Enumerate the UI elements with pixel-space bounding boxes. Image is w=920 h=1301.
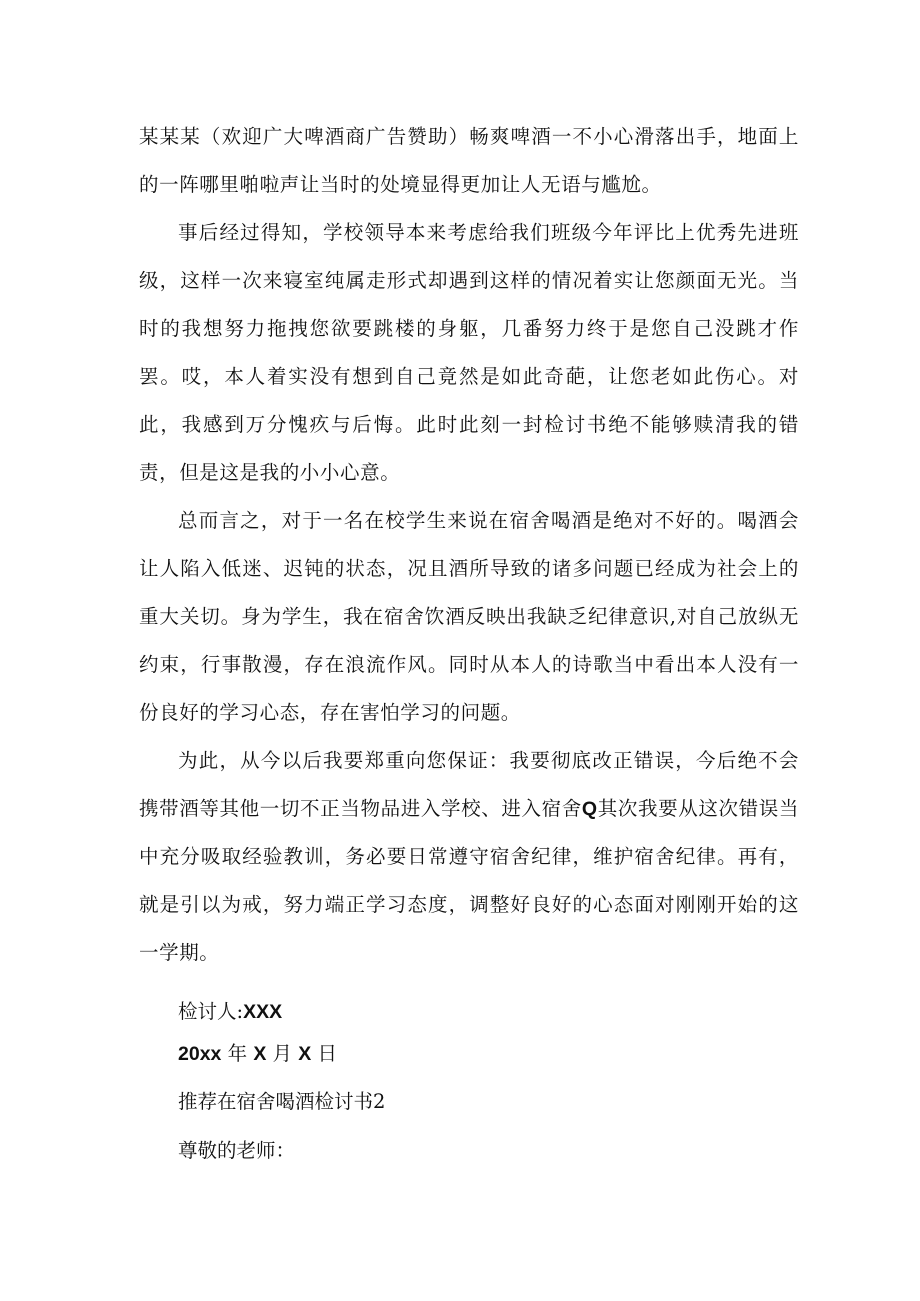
date-month: X <box>253 1043 267 1065</box>
paragraph-1: 某某某（欢迎广大啤酒商广告赞助）畅爽啤酒一不小心滑落出手，地面上的一阵哪里啪啦声让当时的处境显得更加让人无语与尴尬。 <box>139 125 799 196</box>
date-day-unit: 日 <box>317 1042 337 1065</box>
date-year: 20xx <box>178 1043 222 1065</box>
paragraph-2: 事后经过得知，学校领导本来考虑给我们班级今年评比上优秀先进班级，这样一次来寝室纯属走形式却遇到这样的情况着实让您颜面无光。当时的我想努力拖拽您欲要跳楼的身躯，几番努力终于是您自己没跳才作罢。哎，本人着实没有想到自己竟然是如此奇葩，让您老如此伤心。对此，我感到万分愧疚与后悔。此时此刻一封检讨书绝不能够赎清我的错责，但是这是我的小小心意。 <box>139 221 799 484</box>
date-line <box>178 1034 337 1074</box>
paragraph-4-part-2: 其次我要从这次错误当中充分吸取经验教训，务必要日常遵守宿舍纪律，维护宿舍纪律。再有，就是引以为戒，努力端正学习态度，调整好良好的心态面对刚刚开始的这一学期。 <box>139 797 799 964</box>
signature-line <box>178 992 282 1032</box>
date-day: X <box>298 1043 312 1065</box>
paragraph-4-mark: Q <box>581 798 598 820</box>
signature-name: XXX <box>243 1001 283 1023</box>
paragraph-4 <box>139 737 799 977</box>
paragraph-3: 总而言之，对于一名在校学生来说在宿舍喝酒是绝对不好的。喝酒会让人陷入低迷、迟钝的状态，况且酒所导致的诸多问题已经成为社会上的重大关切。身为学生，我在宿舍饮酒反映出我缺乏纪律意识,对自己放纵无约束，行事散漫，存在浪流作风。同时从本人的诗歌当中看出本人没有一份良好的学习心态，存在害怕学习的问题。 <box>139 509 799 724</box>
date-year-unit: 年 <box>227 1042 248 1065</box>
date-month-unit: 月 <box>272 1042 293 1065</box>
signature-label: 检讨人: <box>178 1000 244 1023</box>
paragraph-4-part-1: 为此，从今以后我要郑重向您保证：我要彻底改正错误，今后绝不会携带酒等其他一切不正当物品进入学校、进入宿舍 <box>139 749 799 820</box>
salutation: 尊敬的老师： <box>178 1139 296 1162</box>
next-document-title: 推荐在宿舍喝酒检讨书2 <box>178 1090 386 1113</box>
